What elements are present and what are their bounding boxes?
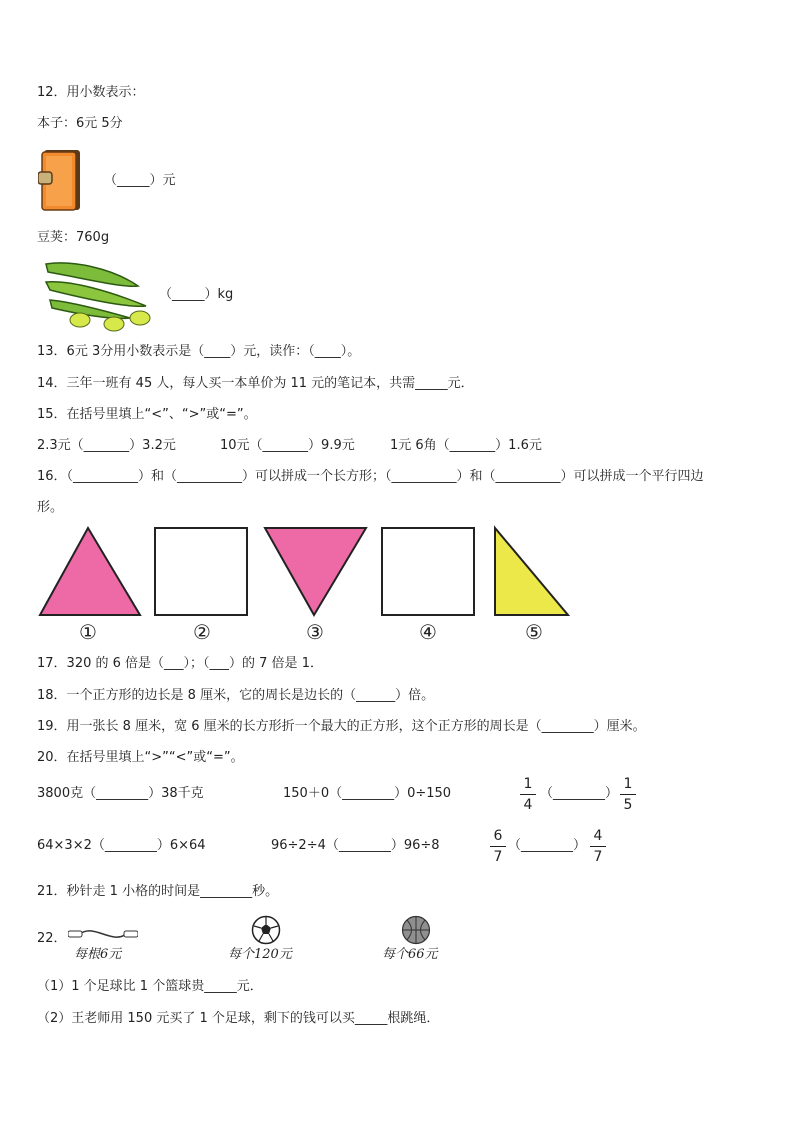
basketball-price: 每个66元 bbox=[382, 947, 438, 962]
jump-rope-icon bbox=[68, 925, 138, 943]
shape-label: ④ bbox=[419, 620, 437, 644]
shape-label: ① bbox=[79, 620, 97, 644]
q20-item: 64×3×2（________）6×64 bbox=[37, 838, 206, 853]
q22-sub1: （1）1 个足球比 1 个篮球贵_____元． bbox=[37, 979, 263, 994]
q22-sub2: （2）王老师用 150 元买了 1 个足球，剩下的钱可以买_____根跳绳． bbox=[37, 1011, 440, 1026]
q20-item: 150＋0（________）0÷150 bbox=[283, 786, 452, 801]
fraction: 1 4 bbox=[520, 776, 536, 813]
football-price: 每个120元 bbox=[228, 947, 292, 962]
shape-label: ⑤ bbox=[525, 620, 543, 644]
q22-number: 22． bbox=[37, 931, 67, 946]
shape-4-square bbox=[382, 528, 474, 615]
q20-item: 3800克（________）38千克 bbox=[37, 786, 204, 801]
q20-title: 20．在括号里填上“>”“<”或“=”。 bbox=[37, 750, 244, 765]
jump-rope-price: 每根6元 bbox=[74, 947, 122, 962]
q20-item: （________） bbox=[508, 838, 587, 853]
q20-item: 96÷2÷4（________）96÷8 bbox=[271, 838, 440, 853]
shape-3-triangle bbox=[265, 528, 366, 615]
q15-item: 2.3元（_______）3.2元 bbox=[37, 438, 176, 453]
q18-text: 18．一个正方形的边长是 8 厘米，它的周长是边长的（______）倍。 bbox=[37, 688, 435, 703]
basketball-icon bbox=[401, 915, 431, 945]
q16-line2: 形。 bbox=[37, 500, 64, 515]
fraction: 6 7 bbox=[490, 828, 506, 865]
bean-pod-image bbox=[42, 258, 154, 332]
q14-text: 14．三年一班有 45 人，每人买一本单价为 11 元的笔记本，共需_____元． bbox=[37, 376, 474, 391]
q12-book-label: 本子：6元 5分 bbox=[37, 116, 123, 131]
shape-5-triangle bbox=[495, 528, 568, 615]
q12-book-blank: （_____）元 bbox=[104, 173, 176, 188]
fraction: 1 5 bbox=[620, 776, 636, 813]
q20-item: （________） bbox=[540, 786, 619, 801]
q12-bean-blank: （_____）kg bbox=[159, 287, 234, 302]
fraction: 4 7 bbox=[590, 828, 606, 865]
shape-1-triangle bbox=[40, 528, 140, 615]
q12-bean-label: 豆荚：760g bbox=[37, 230, 110, 245]
q13-text: 13．6元 3分用小数表示是（____）元，读作：（____）。 bbox=[37, 344, 361, 359]
q15-title: 15．在括号里填上“<”、“>”或“=”。 bbox=[37, 407, 257, 422]
q12-title: 12．用小数表示： bbox=[37, 85, 145, 100]
shape-label: ③ bbox=[306, 620, 324, 644]
q15-item: 1元 6角（_______）1.6元 bbox=[390, 438, 542, 453]
q19-text: 19．用一张长 8 厘米，宽 6 厘米的长方形折一个最大的正方形，这个正方形的周长是（________）厘米。 bbox=[37, 719, 646, 734]
shape-2-square bbox=[155, 528, 247, 615]
shape-label: ② bbox=[193, 620, 211, 644]
q17-text: 17．320 的 6 倍是（___）；（___）的 7 倍是 1． bbox=[37, 656, 323, 671]
q16-line1: 16．（__________）和（__________）可以拼成一个长方形；（__________）和（__________）可以拼成一个平行四边 bbox=[37, 469, 704, 484]
shapes-figure bbox=[36, 524, 576, 620]
q15-item: 10元（_______）9.9元 bbox=[220, 438, 355, 453]
q21-text: 21．秒针走 1 小格的时间是________秒。 bbox=[37, 884, 279, 899]
notebook-image bbox=[38, 148, 82, 214]
football-icon bbox=[251, 915, 281, 945]
